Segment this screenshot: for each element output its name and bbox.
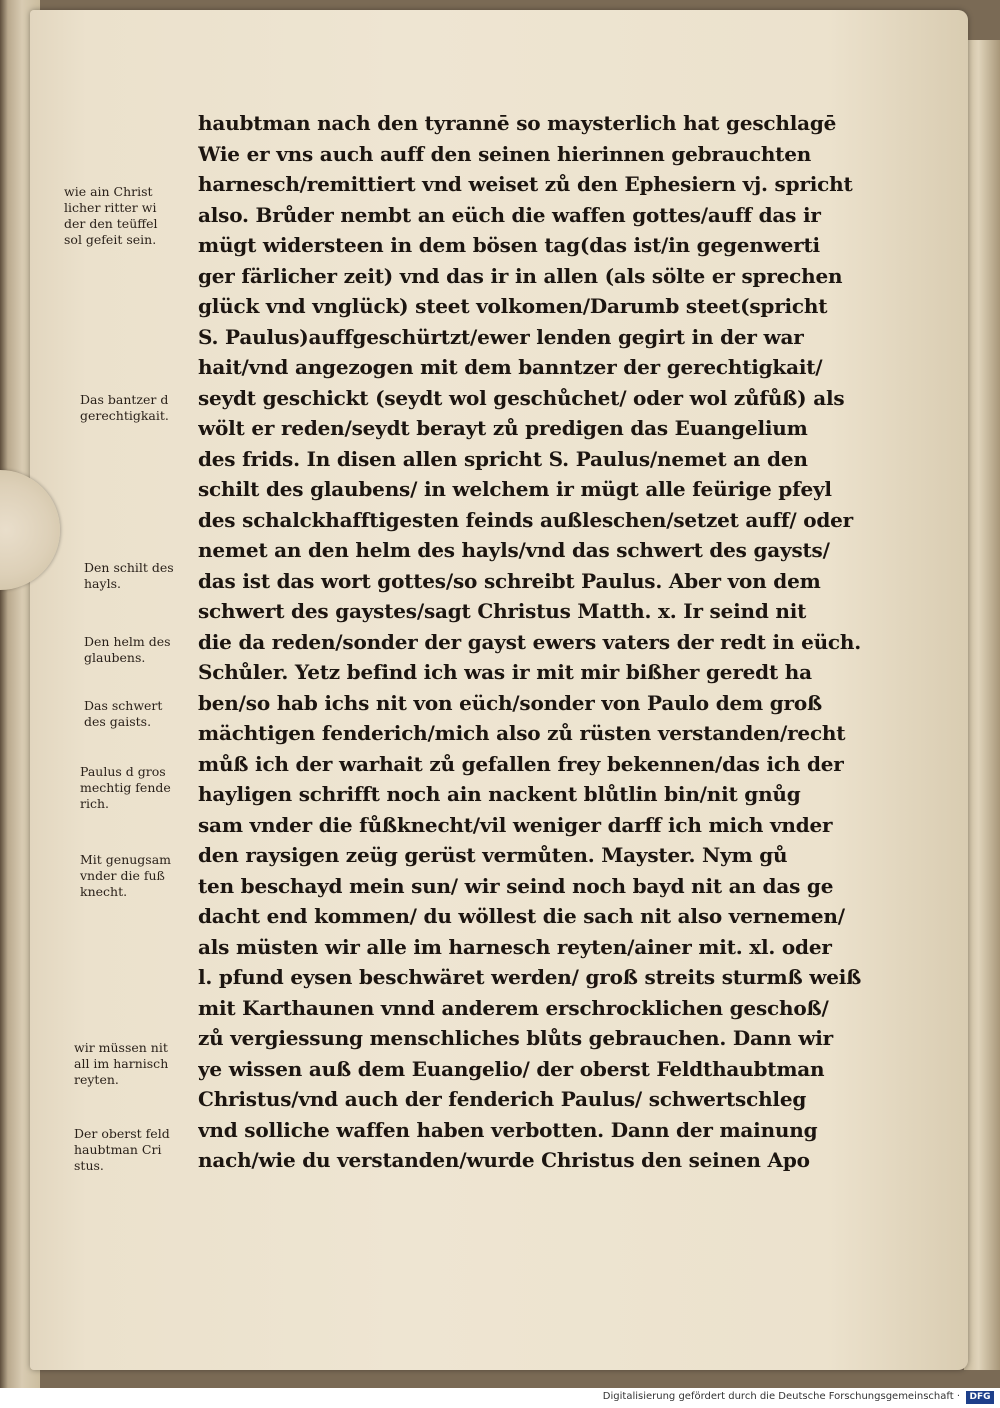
margin-note-breastplate: Das bantzer d gerechtigkait. [80, 392, 169, 423]
text-line: nemet an den helm des hayls/vnd das schwert des gaysts/ [198, 538, 830, 562]
text-line: hait/vnd angezogen mit dem banntzer der gerechtigkait/ [198, 355, 823, 379]
text-line: haubtman nach den tyrannē so maysterlich hat geschlagē [198, 111, 837, 135]
text-line: ten beschayd mein sun/ wir seind noch bayd nit an das ge [198, 873, 834, 898]
text-line: schwert des gaystes/sagt Christus Matth. x. Ir seind nit [198, 599, 807, 623]
dfg-logo: DFG [966, 1391, 994, 1404]
text-line: Wie er vns auch auff den seinen hierinnen gebrauchten [198, 141, 812, 166]
text-line: ger färlicher zeit) vnd das ir in allen (als sölte er sprechen [198, 263, 843, 288]
margin-note-no-armor: wir müssen nit all im harnisch reyten. [74, 1040, 169, 1087]
text-line: mächtigen fenderich/mich also zů rüsten verstanden/recht [198, 721, 846, 745]
footer-credit-text: Digitalisierung gefördert durch die Deutsche Forschungsgemeinschaft · [602, 1391, 960, 1402]
text-line: mit Karthaunen vnnd anderem erschrocklichen geschoß/ [198, 995, 829, 1020]
text-line: Schůler. Yetz befind ich was ir mit mir bißher geredt ha [198, 660, 812, 684]
text-line: das ist das wort gottes/so schreibt Paulus. Aber von dem [198, 568, 821, 593]
margin-note-christian-knight: wie ain Christ licher ritter wi der den teüffel sol gefeit sein. [64, 184, 158, 247]
text-line: nach/wie du verstanden/wurde Christus den seinen Apo [198, 1148, 810, 1172]
text-line: harnesch/remittiert vnd weiset zů den Ephesiern vj. spricht [198, 172, 853, 196]
text-line: zů vergiessung menschliches blůts gebrauchen. Dann wir [198, 1026, 833, 1050]
text-line: den raysigen zeüg gerüst vermůten. Mayster. Nym gů [198, 843, 788, 867]
text-line: S. Paulus)auffgeschürtzt/ewer lenden gegirt in der war [198, 324, 804, 349]
text-line: Christus/vnd auch der fenderich Paulus/ schwertschleg [198, 1087, 807, 1111]
text-line: ben/so hab ichs nit von eüch/sonder von Paulo dem groß [198, 690, 823, 715]
margin-note-paul-ensign: Paulus d gros mechtig fende rich. [80, 764, 171, 811]
text-line: also. Brůder nembt an eüch die waffen gottes/auff das ir [198, 202, 821, 227]
text-line: glück vnd vnglück) steet volkomen/Darumb steet(spricht [198, 294, 828, 318]
text-line: můß ich der warhait zů gefallen frey bekennen/das ich der [198, 751, 844, 776]
text-line: dacht end kommen/ du wöllest die sach nit also vernemen/ [198, 904, 845, 928]
text-line: vnd solliche waffen haben verbotten. Dann der mainung [198, 1117, 818, 1142]
text-line: seydt geschickt (seydt wol geschůchet/ oder wol zůfůß) als [198, 385, 845, 410]
text-line: die da reden/sonder der gayst ewers vaters der redt in eüch. [198, 629, 862, 654]
body-text [198, 108, 933, 1176]
margin-note-shield: Den schilt des hayls. [84, 560, 174, 591]
text-line: schilt des glaubens/ in welchem ir mügt alle feürige pfeyl [198, 477, 832, 501]
margin-note-captain: Der oberst feld haubtman Cri stus. [74, 1126, 170, 1173]
margin-note-sword: Das schwert des gaists. [84, 698, 163, 729]
text-line: ye wissen auß dem Euangelio/ der oberst Feldthaubtman [198, 1056, 825, 1081]
text-line: l. pfund eysen beschwäret werden/ groß streits sturmß weiß [198, 965, 862, 989]
text-line: mügt widersteen in dem bösen tag(das ist/in gegenwerti [198, 233, 820, 257]
text-line: sam vnder die fůßknecht/vil weniger darff ich mich vnder [198, 812, 833, 837]
margin-note-helmet: Den helm des glaubens. [84, 634, 171, 665]
text-line: hayligen schrifft noch ain nackent blůtlin bin/nit gnůg [198, 782, 801, 806]
book-right-edge [964, 40, 1000, 1370]
text-line: wölt er reden/seydt berayt zů predigen das Euangelium [198, 416, 808, 440]
text-line: des schalckhafftigesten feinds außleschen/setzet auff/ oder [198, 507, 853, 532]
text-line: als müsten wir alle im harnesch reyten/ainer mit. xl. oder [198, 934, 832, 959]
footer [0, 1388, 1000, 1408]
text-line: des frids. In disen allen spricht S. Paulus/nemet an den [198, 446, 808, 471]
margin-note-foot-soldiers: Mit genugsam vnder die fuß knecht. [80, 852, 172, 899]
